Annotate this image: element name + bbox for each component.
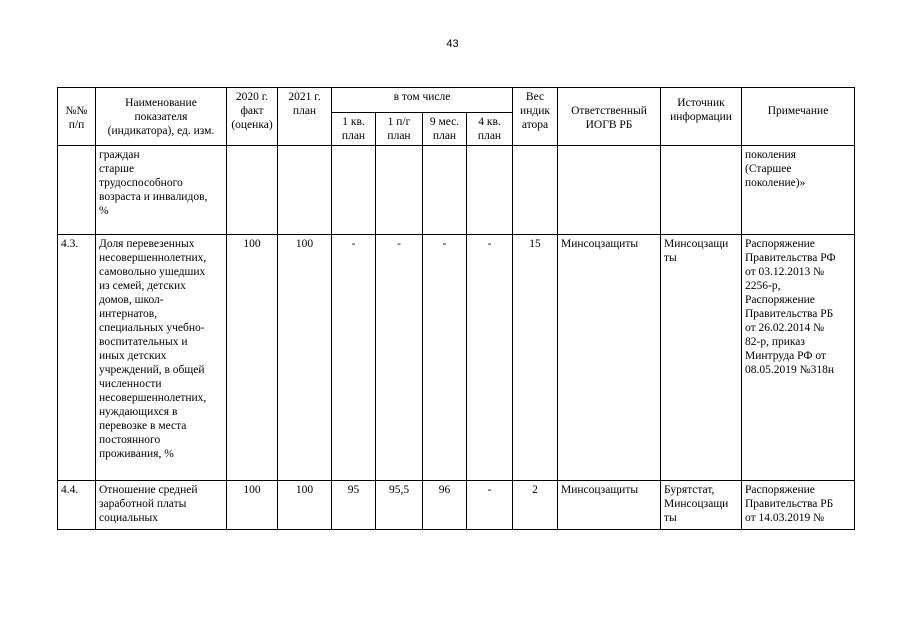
- table-row: [58, 481, 855, 530]
- row-num: 4.3.: [58, 235, 96, 481]
- row-2021: 100: [278, 481, 332, 530]
- row-responsible: Минсоцзащиты: [558, 481, 661, 530]
- row-name: Отношение средней заработной платы социальных: [96, 481, 227, 530]
- row-h1: 95,5: [376, 481, 423, 530]
- header-note: Примечание: [742, 88, 855, 146]
- header-responsible: Ответственный ИОГВ РБ: [558, 88, 661, 146]
- header-2021: 2021 г. план: [278, 88, 332, 146]
- row-source: Бурятстат, Минсоцзащи ты: [661, 481, 742, 530]
- row-q1: 95: [332, 481, 376, 530]
- row-9m: -: [423, 235, 467, 481]
- row-note: Распоряжение Правительства РФ от 03.12.2013 № 2256-р, Распоряжение Правительства РБ от 26.02.2014 № 82-р, приказ Минтруда РФ от 08.05.2019 №318н: [742, 235, 855, 481]
- row-name: Доля перевезенных несовершеннолетних, самовольно ушедших из семей, детских домов, школ- интернатов, специальных учебно- воспитательных и иных детских учреждений, в общей численности несовершеннолетних, нуждающихся в перевозке в места постоянного проживания, %: [96, 235, 227, 481]
- row-2021: 100: [278, 235, 332, 481]
- row-h1: [376, 146, 423, 235]
- row-q1: -: [332, 235, 376, 481]
- row-responsible: [558, 146, 661, 235]
- header-h1: 1 п/г план: [376, 113, 423, 146]
- row-2020: 100: [227, 481, 278, 530]
- header-num: №№ п/п: [58, 88, 96, 146]
- header-q1: 1 кв. план: [332, 113, 376, 146]
- header-weight: Вес индик атора: [513, 88, 558, 146]
- row-weight: 15: [513, 235, 558, 481]
- table-row: [58, 146, 855, 235]
- table-header-row: [58, 88, 855, 113]
- header-2020: 2020 г. факт (оценка): [227, 88, 278, 146]
- header-q4: 4 кв. план: [467, 113, 513, 146]
- header-including: в том числе: [332, 88, 513, 113]
- row-2020: 100: [227, 235, 278, 481]
- row-9m: [423, 146, 467, 235]
- table-row: [58, 235, 855, 481]
- row-2020: [227, 146, 278, 235]
- page-number: 43: [446, 38, 459, 50]
- row-2021: [278, 146, 332, 235]
- row-weight: [513, 146, 558, 235]
- row-h1: -: [376, 235, 423, 481]
- header-9m: 9 мес. план: [423, 113, 467, 146]
- header-name: Наименование показателя (индикатора), ед. изм.: [96, 88, 227, 146]
- row-note: Распоряжение Правительства РБ от 14.03.2019 №: [742, 481, 855, 530]
- row-q4: [467, 146, 513, 235]
- row-note: поколения (Старшее поколение)»: [742, 146, 855, 235]
- header-source: Источник информации: [661, 88, 742, 146]
- row-weight: 2: [513, 481, 558, 530]
- row-q1: [332, 146, 376, 235]
- indicators-table: [57, 87, 855, 530]
- row-num: 4.4.: [58, 481, 96, 530]
- row-num: [58, 146, 96, 235]
- row-q4: -: [467, 481, 513, 530]
- row-name: граждан старше трудоспособного возраста и инвалидов, %: [96, 146, 227, 235]
- row-responsible: Минсоцзащиты: [558, 235, 661, 481]
- row-9m: 96: [423, 481, 467, 530]
- row-source: [661, 146, 742, 235]
- row-source: Минсоцзащи ты: [661, 235, 742, 481]
- row-q4: -: [467, 235, 513, 481]
